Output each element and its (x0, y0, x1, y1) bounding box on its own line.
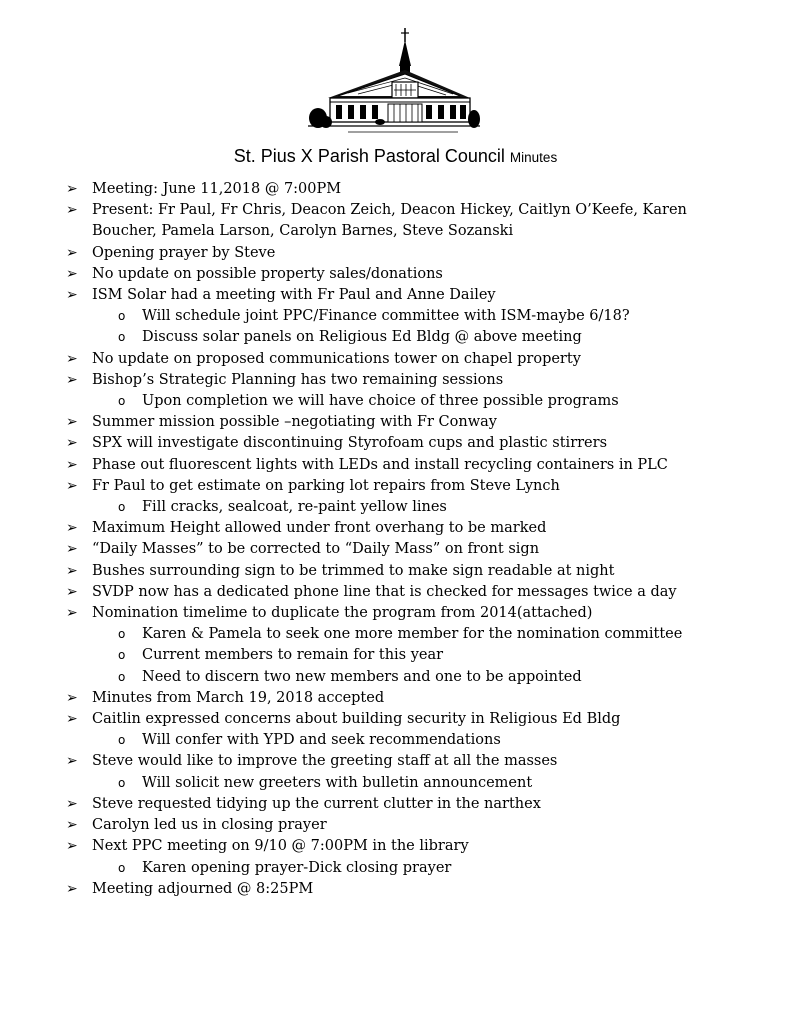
minutes-item (66, 349, 756, 370)
circle-bullet-icon: o (118, 669, 126, 684)
arrow-bullet-icon: ➢ (66, 414, 78, 431)
arrow-bullet-icon: ➢ (66, 520, 78, 537)
item-text: No update on possible property sales/donations (92, 265, 443, 282)
arrow-bullet-icon: ➢ (66, 711, 78, 728)
circle-bullet-icon: o (118, 627, 126, 642)
minutes-item (66, 370, 756, 391)
circle-bullet-icon: o (118, 500, 126, 515)
item-text: “Daily Masses” to be corrected to “Daily Mass” on front sign (92, 541, 540, 558)
minutes-subitem (66, 730, 756, 751)
item-text: Current members to remain for this year (142, 647, 444, 664)
item-text: Steve requested tidying up the current clutter in the narthex (92, 795, 541, 812)
arrow-bullet-icon: ➢ (66, 477, 78, 494)
arrow-bullet-icon: ➢ (66, 350, 78, 367)
item-text: Opening prayer by Steve (92, 244, 276, 261)
item-text: Discuss solar panels on Religious Ed Bldg @ above meeting (142, 329, 582, 346)
circle-bullet-icon: o (118, 860, 126, 875)
item-text: SPX will investigate discontinuing Styrofoam cups and plastic stirrers (92, 435, 608, 452)
arrow-bullet-icon: ➢ (66, 456, 78, 473)
minutes-item (66, 264, 756, 285)
item-text: Will schedule joint PPC/Finance committee with ISM-maybe 6/18? (142, 308, 630, 325)
arrow-bullet-icon: ➢ (66, 838, 78, 855)
arrow-bullet-icon: ➢ (66, 371, 78, 388)
circle-bullet-icon: o (118, 309, 126, 324)
minutes-item (66, 582, 756, 603)
circle-bullet-icon: o (118, 733, 126, 748)
minutes-list (66, 179, 756, 900)
arrow-bullet-icon: ➢ (66, 795, 78, 812)
title-suffix: Minutes (509, 150, 558, 165)
arrow-bullet-icon: ➢ (66, 435, 78, 452)
arrow-bullet-icon: ➢ (66, 181, 78, 197)
item-text: Present: Fr Paul, Fr Chris, Deacon Zeich, Deacon Hickey, Caitlyn O’Keefe, Karen Boucher, Pamela Larson, Carolyn Barnes, Steve Sozanski (92, 202, 687, 240)
item-text: Bushes surrounding sign to be trimmed to make sign readable at night (92, 562, 615, 579)
arrow-bullet-icon: ➢ (66, 562, 78, 579)
item-text: Meeting adjourned @ 8:25PM (92, 880, 314, 897)
arrow-bullet-icon: ➢ (66, 689, 78, 706)
church-logo (308, 26, 480, 136)
minutes-item (66, 455, 756, 476)
minutes-subitem (66, 624, 756, 645)
minutes-subitem (66, 858, 756, 879)
item-text: Will confer with YPD and seek recommendations (142, 732, 501, 749)
arrow-bullet-icon: ➢ (66, 817, 78, 834)
minutes-item (66, 815, 756, 836)
minutes-subitem (66, 306, 756, 327)
minutes-item (66, 561, 756, 582)
arrow-bullet-icon: ➢ (66, 753, 78, 770)
minutes-subitem (66, 497, 756, 518)
arrow-bullet-icon: ➢ (66, 583, 78, 600)
minutes-item (66, 879, 756, 900)
item-text: SVDP now has a dedicated phone line that is checked for messages twice a day (92, 583, 677, 600)
document-title (0, 146, 791, 167)
item-text: Summer mission possible –negotiating with Fr Conway (92, 414, 497, 431)
minutes-item (66, 433, 756, 454)
minutes-subitem (66, 391, 756, 412)
minutes-item (66, 200, 756, 242)
arrow-bullet-icon: ➢ (66, 202, 78, 219)
item-text: Upon completion we will have choice of three possible programs (142, 393, 619, 410)
minutes-item (66, 285, 756, 306)
item-text: Steve would like to improve the greeting staff at all the masses (92, 753, 558, 770)
item-text: Need to discern two new members and one to be appointed (142, 668, 582, 685)
circle-bullet-icon: o (118, 330, 126, 345)
circle-bullet-icon: o (118, 775, 126, 790)
item-text: Caitlin expressed concerns about building security in Religious Ed Bldg (92, 711, 621, 728)
item-text: Carolyn led us in closing prayer (92, 817, 327, 834)
arrow-bullet-icon: ➢ (66, 605, 78, 622)
item-text: Meeting: June 11,2018 @ 7:00PM (92, 181, 342, 197)
item-text: Phase out fluorescent lights with LEDs and install recycling containers in PLC (92, 456, 668, 473)
minutes-subitem (66, 327, 756, 348)
minutes-subitem (66, 667, 756, 688)
minutes-item (66, 836, 756, 857)
item-text: ISM Solar had a meeting with Fr Paul and Anne Dailey (92, 287, 496, 304)
minutes-subitem (66, 645, 756, 666)
item-text: Karen & Pamela to seek one more member for the nomination committee (142, 626, 683, 643)
minutes-item (66, 179, 756, 200)
item-text: Bishop’s Strategic Planning has two remaining sessions (92, 371, 504, 388)
minutes-item (66, 539, 756, 560)
arrow-bullet-icon: ➢ (66, 541, 78, 558)
item-text: Fr Paul to get estimate on parking lot repairs from Steve Lynch (92, 477, 560, 494)
item-text: Will solicit new greeters with bulletin announcement (142, 774, 533, 791)
circle-bullet-icon: o (118, 648, 126, 663)
circle-bullet-icon: o (118, 394, 126, 409)
minutes-item (66, 603, 756, 624)
arrow-bullet-icon: ➢ (66, 880, 78, 897)
minutes-item (66, 709, 756, 730)
minutes-item (66, 476, 756, 497)
minutes-item (66, 243, 756, 264)
arrow-bullet-icon: ➢ (66, 287, 78, 304)
minutes-item (66, 688, 756, 709)
item-text: No update on proposed communications tower on chapel property (92, 350, 581, 367)
minutes-item (66, 412, 756, 433)
arrow-bullet-icon: ➢ (66, 265, 78, 282)
arrow-bullet-icon: ➢ (66, 244, 78, 261)
item-text: Maximum Height allowed under front overhang to be marked (92, 520, 547, 537)
minutes-item (66, 794, 756, 815)
item-text: Next PPC meeting on 9/10 @ 7:00PM in the library (92, 838, 469, 855)
item-text: Minutes from March 19, 2018 accepted (92, 689, 385, 706)
minutes-subitem (66, 773, 756, 794)
minutes-item (66, 751, 756, 772)
minutes-item (66, 518, 756, 539)
item-text: Nomination timelime to duplicate the program from 2014(attached) (92, 605, 593, 622)
item-text: Karen opening prayer-Dick closing prayer (142, 859, 452, 876)
item-text: Fill cracks, sealcoat, re-paint yellow lines (142, 499, 447, 516)
title-main: St. Pius X Parish Pastoral Council (233, 146, 505, 166)
